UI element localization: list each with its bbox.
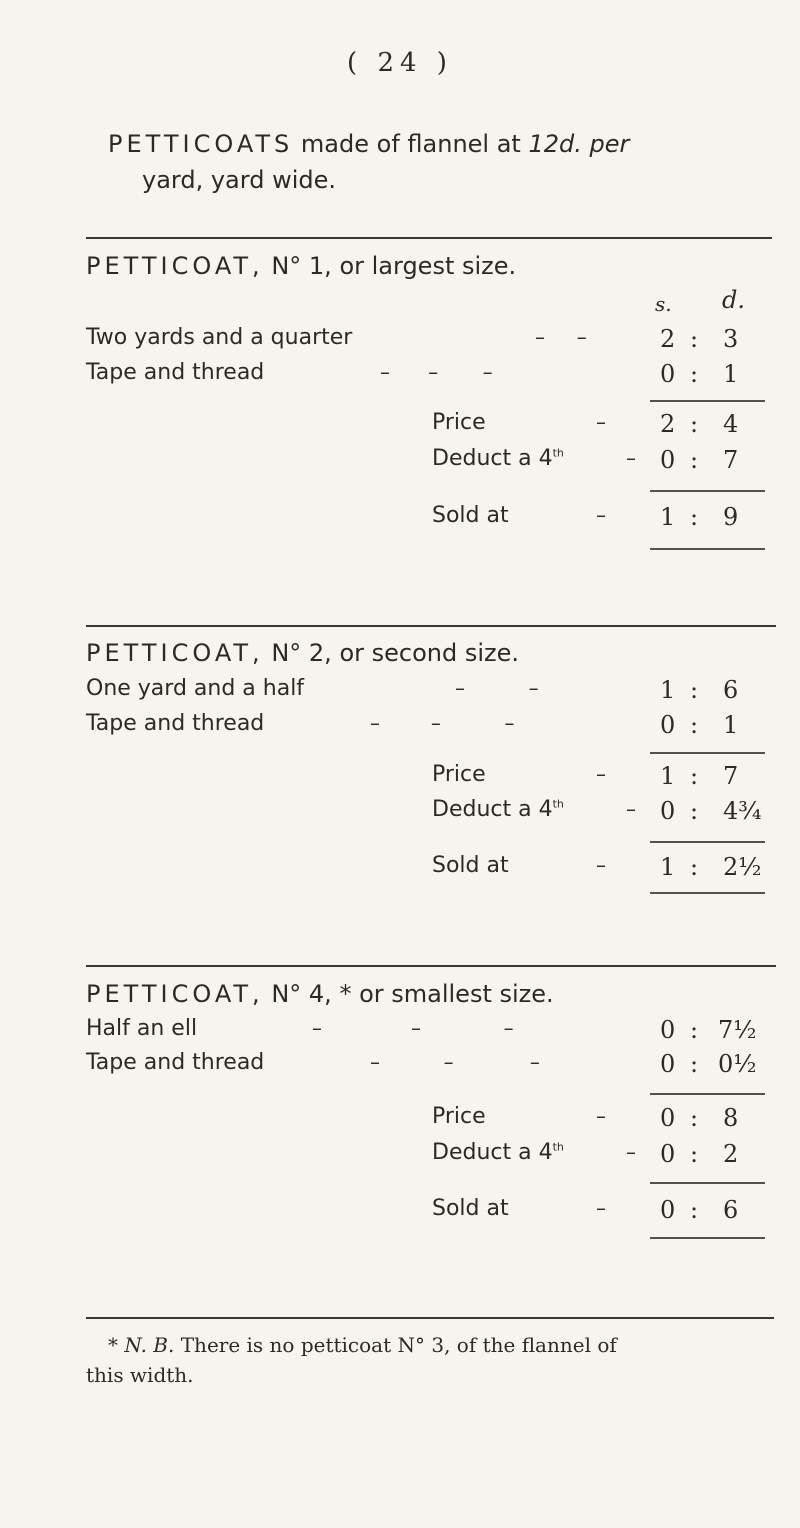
dash: – – – xyxy=(312,1016,514,1040)
item-shillings: 2 xyxy=(660,325,676,353)
item-pence: 7½ xyxy=(718,1016,757,1044)
section-divider xyxy=(86,965,776,967)
dash: – – – xyxy=(370,711,515,735)
sum-rule xyxy=(650,490,765,492)
dash: – xyxy=(626,797,636,821)
sold-label: Sold at xyxy=(432,1196,509,1221)
colon: : xyxy=(690,1140,699,1168)
deduct-pence: 7 xyxy=(723,446,739,474)
colon: : xyxy=(690,1016,699,1044)
sold-label: Sold at xyxy=(432,853,509,878)
title-price: 12d. xyxy=(528,130,582,158)
item-label: Half an ell xyxy=(86,1016,198,1041)
deduct-shillings: 0 xyxy=(660,446,676,474)
colon: : xyxy=(690,676,699,704)
deduct-sup: th xyxy=(552,797,564,811)
colon: : xyxy=(690,325,699,353)
sold-shillings: 1 xyxy=(660,853,676,881)
sum-rule xyxy=(650,892,765,894)
colon: : xyxy=(690,446,699,474)
footnote-nb: N. B. xyxy=(124,1333,175,1357)
deduct-text: Deduct a 4 xyxy=(432,1140,553,1165)
footnote-line-2: this width. xyxy=(86,1363,194,1387)
deduct-label xyxy=(432,797,564,822)
footnote-divider xyxy=(86,1317,774,1319)
dash: – xyxy=(596,503,606,527)
sold-pence: 2½ xyxy=(723,853,762,881)
pence-unit: d. xyxy=(722,286,745,314)
deduct-text: Deduct a 4 xyxy=(432,446,553,471)
price-label: Price xyxy=(432,410,486,435)
title-line-2: yard, yard wide. xyxy=(142,166,336,194)
price-label: Price xyxy=(432,1104,486,1129)
item-label: Two yards and a quarter xyxy=(86,325,353,350)
dash: – xyxy=(626,446,636,470)
footnote-text: There is no petticoat N° 3, of the flannel of xyxy=(174,1333,617,1357)
deduct-pence: 2 xyxy=(723,1140,739,1168)
section-3-heading xyxy=(86,980,554,1008)
dash: – xyxy=(596,1196,606,1220)
colon: : xyxy=(690,360,699,388)
item-label: Tape and thread xyxy=(86,1050,265,1075)
colon: : xyxy=(690,1104,699,1132)
deduct-shillings: 0 xyxy=(660,1140,676,1168)
section-heading-caps: PETTICOAT, xyxy=(86,639,264,667)
colon: : xyxy=(690,711,699,739)
item-pence: 0½ xyxy=(718,1050,757,1078)
sum-rule xyxy=(650,841,765,843)
sold-pence: 9 xyxy=(723,503,739,531)
shillings-unit: s. xyxy=(655,292,672,316)
dash: – xyxy=(596,410,606,434)
sum-rule xyxy=(650,1182,765,1184)
colon: : xyxy=(690,503,699,531)
sum-rule xyxy=(650,1093,765,1095)
section-2-heading xyxy=(86,639,519,667)
sum-rule xyxy=(650,1237,765,1239)
dash: – – xyxy=(455,676,539,700)
dash: – – – xyxy=(370,1050,540,1074)
section-divider xyxy=(86,237,772,239)
dash: – – xyxy=(535,325,587,349)
item-pence: 3 xyxy=(723,325,739,353)
colon: : xyxy=(690,1050,699,1078)
page-number: ( 24 ) xyxy=(347,48,453,78)
title-per: per xyxy=(589,130,630,158)
price-shillings: 1 xyxy=(660,762,676,790)
section-heading-text: N° 2, or second size. xyxy=(271,639,520,667)
deduct-pence: 4¾ xyxy=(723,797,762,825)
dash: – – – xyxy=(380,360,493,384)
item-label: Tape and thread xyxy=(86,711,265,736)
item-pence: 1 xyxy=(723,711,739,739)
colon: : xyxy=(690,853,699,881)
colon: : xyxy=(690,1196,699,1224)
footnote-line-1 xyxy=(108,1333,617,1357)
deduct-text: Deduct a 4 xyxy=(432,797,553,822)
item-shillings: 0 xyxy=(660,1050,676,1078)
colon: : xyxy=(690,762,699,790)
deduct-shillings: 0 xyxy=(660,797,676,825)
item-label: One yard and a half xyxy=(86,676,305,701)
sum-rule xyxy=(650,548,765,550)
price-pence: 8 xyxy=(723,1104,739,1132)
deduct-label xyxy=(432,1140,564,1165)
item-label: Tape and thread xyxy=(86,360,265,385)
sold-shillings: 1 xyxy=(660,503,676,531)
price-pence: 7 xyxy=(723,762,739,790)
price-shillings: 0 xyxy=(660,1104,676,1132)
item-pence: 1 xyxy=(723,360,739,388)
section-heading-text: N° 1, or largest size. xyxy=(271,252,517,280)
page-title xyxy=(108,130,629,158)
deduct-sup: th xyxy=(552,446,564,460)
section-heading-caps: PETTICOAT, xyxy=(86,980,264,1008)
item-shillings: 1 xyxy=(660,676,676,704)
dash: – xyxy=(596,762,606,786)
item-pence: 6 xyxy=(723,676,739,704)
section-divider xyxy=(86,625,776,627)
item-shillings: 0 xyxy=(660,711,676,739)
price-pence: 4 xyxy=(723,410,739,438)
price-label: Price xyxy=(432,762,486,787)
sum-rule xyxy=(650,400,765,402)
colon: : xyxy=(690,797,699,825)
sum-rule xyxy=(650,752,765,754)
colon: : xyxy=(690,410,699,438)
dash: – xyxy=(596,853,606,877)
sold-pence: 6 xyxy=(723,1196,739,1224)
section-heading-text: N° 4, * or smallest size. xyxy=(271,980,554,1008)
sold-label: Sold at xyxy=(432,503,509,528)
title-text: made of flannel at xyxy=(293,130,529,158)
title-caps: PETTICOATS xyxy=(108,130,294,158)
sold-shillings: 0 xyxy=(660,1196,676,1224)
section-heading-caps: PETTICOAT, xyxy=(86,252,264,280)
price-shillings: 2 xyxy=(660,410,676,438)
dash: – xyxy=(596,1104,606,1128)
item-shillings: 0 xyxy=(660,1016,676,1044)
deduct-sup: th xyxy=(552,1140,564,1154)
footnote-star: * xyxy=(108,1333,118,1357)
section-1-heading xyxy=(86,252,516,280)
dash: – xyxy=(626,1140,636,1164)
deduct-label xyxy=(432,446,564,471)
item-shillings: 0 xyxy=(660,360,676,388)
